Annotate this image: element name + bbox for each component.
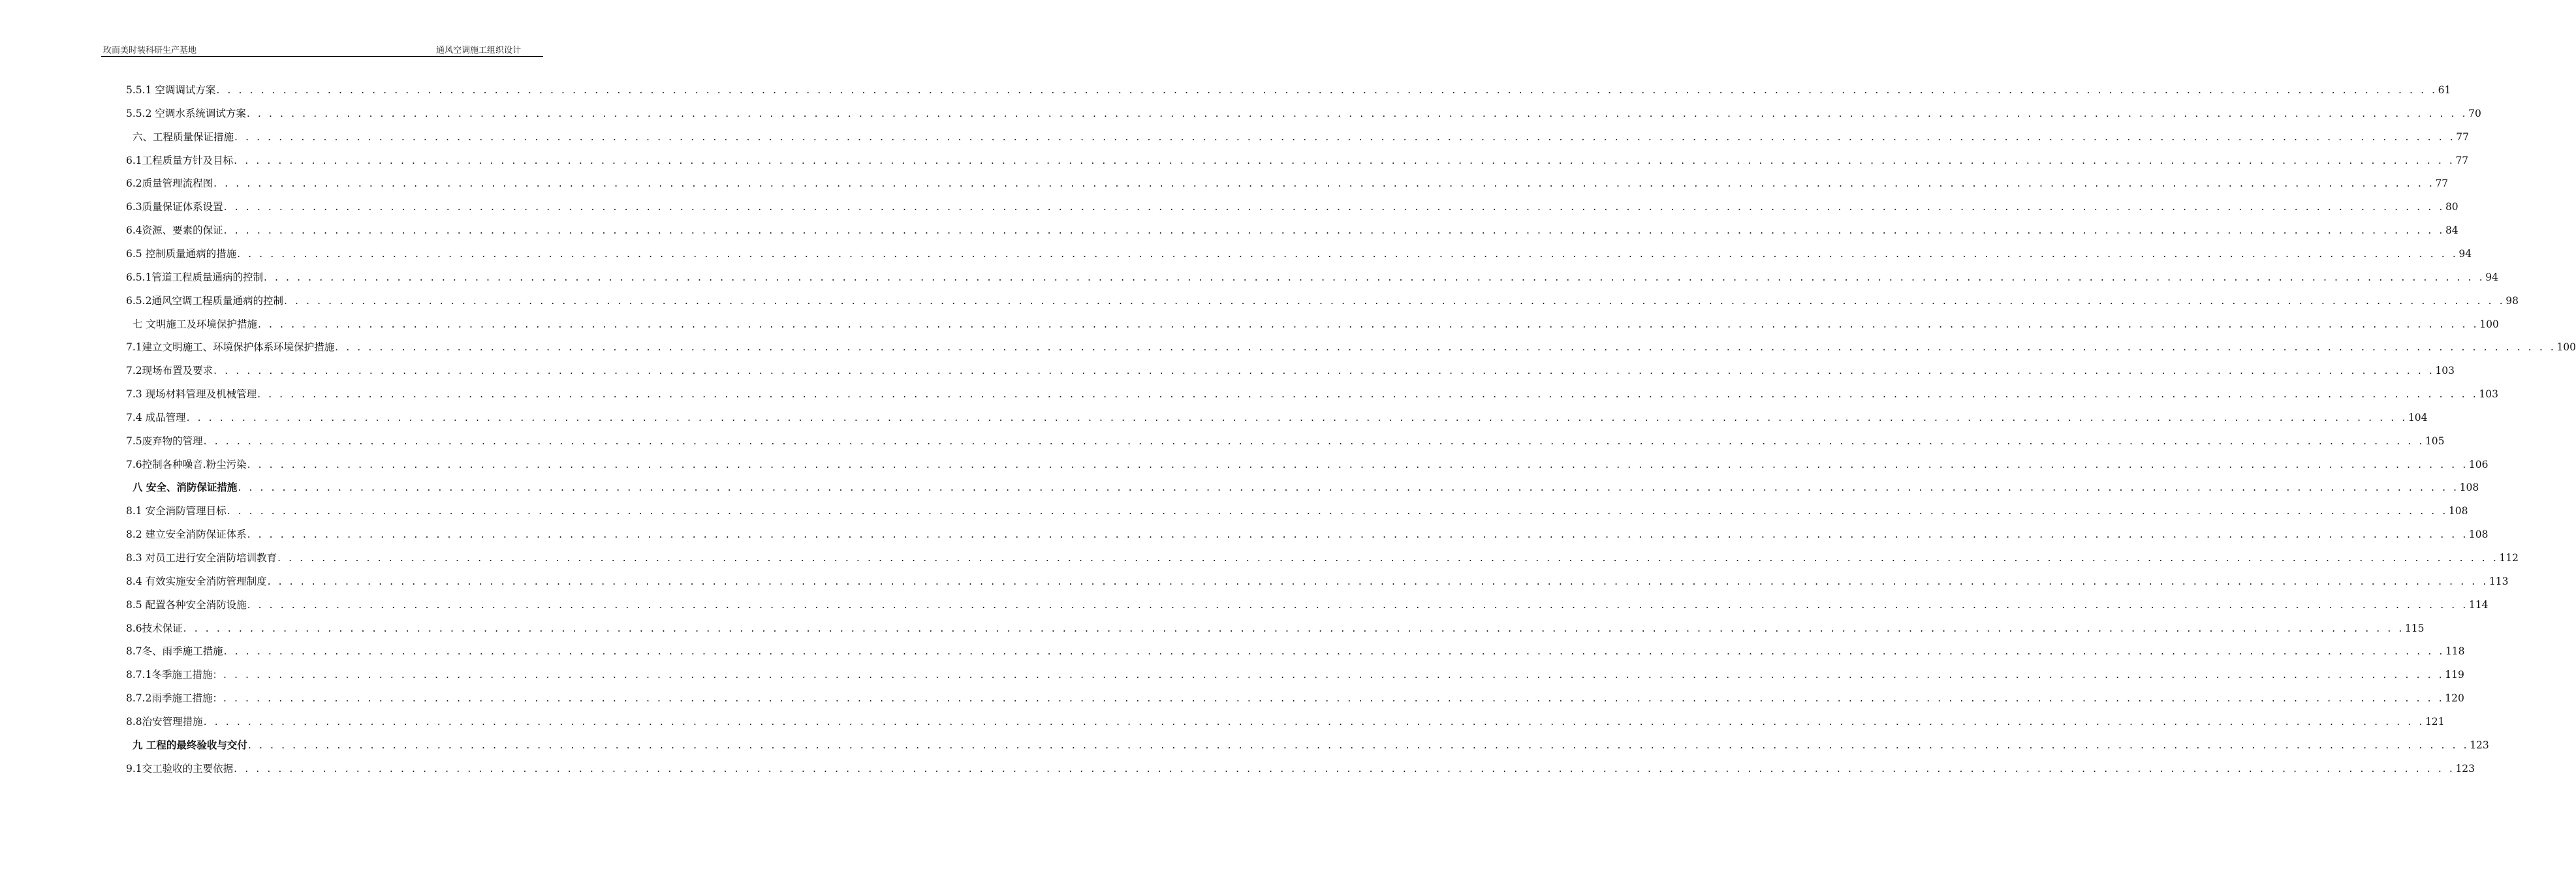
toc-page-number: 112 bbox=[2499, 552, 2519, 564]
toc-entry-label: 7.4 成品管理 bbox=[126, 411, 186, 423]
toc-entry-label: 6.1工程质量方针及目标 bbox=[126, 154, 234, 166]
toc-entry-label: 7.3 现场材料管理及机械管理 bbox=[126, 388, 257, 401]
toc-entry-label: 8.8治安管理措施 bbox=[126, 715, 203, 728]
toc-page-number: 108 bbox=[2459, 482, 2479, 494]
toc-entry[interactable] bbox=[126, 176, 2449, 191]
toc-entry-label: 8.7.2雨季施工措施： bbox=[126, 692, 223, 705]
toc-entry[interactable] bbox=[126, 433, 2445, 449]
header-document-title: 通风空调施工组织设计 bbox=[435, 46, 521, 55]
toc-page-number: 121 bbox=[2425, 715, 2445, 728]
toc-dot-leader: . . . . . . . . . . . . . . . . . . . . . . . . . . . . . . . . . . . . . . . . . . . . . . . . . . . . . . . . . . . . . . . . . . . . . . . . . . . . . . . . . . . . . . . . . . . . . . . . . . . . . . . . . . . . . . . . . . . . . . . . . . . . . . . . . . . . . . . . . . . . . . . . . . . . . . . . . . . . . . . . . . . . . . . . . . . . . . . . . . . . . . . . . . . . . . . . . . . . . . . . bbox=[203, 435, 2425, 447]
toc-dot-leader: . . . . . . . . . . . . . . . . . . . . . . . . . . . . . . . . . . . . . . . . . . . . . . . . . . . . . . . . . . . . . . . . . . . . . . . . . . . . . . . . . . . . . . . . . . . . . . . . . . . . . . . . . . . . . . . . . . . . . . . . . . . . . . . . . . . . . . . . . . . . . . . . . . . . . . . . . . . . . . . . . . . . . . . . . . . . . . . . . . . . . . . . . . . . . . . . . . . . . . . . bbox=[247, 739, 2470, 751]
toc-page-number: 98 bbox=[2505, 294, 2519, 307]
toc-page-number: 120 bbox=[2445, 692, 2464, 705]
toc-entry[interactable] bbox=[126, 574, 2509, 589]
toc-page-number: 94 bbox=[2485, 271, 2498, 283]
toc-page-number: 103 bbox=[2435, 365, 2455, 377]
toc-entry-label: 9.1交工验收的主要依据 bbox=[126, 762, 234, 775]
toc-dot-leader: . . . . . . . . . . . . . . . . . . . . . . . . . . . . . . . . . . . . . . . . . . . . . . . . . . . . . . . . . . . . . . . . . . . . . . . . . . . . . . . . . . . . . . . . . . . . . . . . . . . . . . . . . . . . . . . . . . . . . . . . . . . . . . . . . . . . . . . . . . . . . . . . . . . . . . . . . . . . . . . . . . . . . . . . . . . . . . . . . . . . . . . . . . . . . . . . . . . . . . . . bbox=[247, 458, 2468, 470]
toc-dot-leader: . . . . . . . . . . . . . . . . . . . . . . . . . . . . . . . . . . . . . . . . . . . . . . . . . . . . . . . . . . . . . . . . . . . . . . . . . . . . . . . . . . . . . . . . . . . . . . . . . . . . . . . . . . . . . . . . . . . . . . . . . . . . . . . . . . . . . . . . . . . . . . . . . . . . . . . . . . . . . . . . . . . . . . . . . . . . . . . . . . . . . . . . . . . . . . . . . . . . . . . . bbox=[238, 482, 2459, 494]
toc-entry-label: 8.4 有效实施安全消防管理制度 bbox=[126, 575, 267, 587]
toc-entry[interactable] bbox=[133, 480, 2479, 495]
toc-dot-leader: . . . . . . . . . . . . . . . . . . . . . . . . . . . . . . . . . . . . . . . . . . . . . . . . . . . . . . . . . . . . . . . . . . . . . . . . . . . . . . . . . . . . . . . . . . . . . . . . . . . . . . . . . . . . . . . . . . . . . . . . . . . . . . . . . . . . . . . . . . . . . . . . . . . . . . . . . . . . . . . . . . . . . . . . . . . . . . . . . . . . . . . . . . . . . . . . . . . . . . . . bbox=[237, 247, 2458, 260]
toc-page-number: 123 bbox=[2470, 739, 2489, 751]
toc-page-number: 106 bbox=[2468, 458, 2489, 470]
toc-entry[interactable] bbox=[126, 82, 2451, 98]
toc-page-number: 103 bbox=[2479, 388, 2498, 401]
toc-page-number: 77 bbox=[2456, 131, 2470, 143]
toc-dot-leader: . . . . . . . . . . . . . . . . . . . . . . . . . . . . . . . . . . . . . . . . . . . . . . . . . . . . . . . . . . . . . . . . . . . . . . . . . . . . . . . . . . . . . . . . . . . . . . . . . . . . . . . . . . . . . . . . . . . . . . . . . . . . . . . . . . . . . . . . . . . . . . . . . . . . . . . . . . . . . . . . . . . . . . . . . . . . . . . . . . . . . . . . . . . . . . . . . . . . . . . . bbox=[234, 762, 2455, 775]
toc-dot-leader: . . . . . . . . . . . . . . . . . . . . . . . . . . . . . . . . . . . . . . . . . . . . . . . . . . . . . . . . . . . . . . . . . . . . . . . . . . . . . . . . . . . . . . . . . . . . . . . . . . . . . . . . . . . . . . . . . . . . . . . . . . . . . . . . . . . . . . . . . . . . . . . . . . . . . . . . . . . . . . . . . . . . . . . . . . . . . . . . . . . . . . . . . . . . . . . . . . . . . . . . bbox=[277, 552, 2499, 564]
toc-entry-label: 6.3质量保证体系设置 bbox=[126, 201, 223, 213]
toc-entry[interactable] bbox=[126, 690, 2464, 706]
toc-entry[interactable] bbox=[126, 106, 2481, 121]
toc-dot-leader: . . . . . . . . . . . . . . . . . . . . . . . . . . . . . . . . . . . . . . . . . . . . . . . . . . . . . . . . . . . . . . . . . . . . . . . . . . . . . . . . . . . . . . . . . . . . . . . . . . . . . . . . . . . . . . . . . . . . . . . . . . . . . . . . . . . . . . . . . . . . . . . . . . . . . . . . . . . . . . . . . . . . . . . . . . . . . . . . . . . . . . . . . . . . . . . . . . . . . . . . bbox=[267, 575, 2489, 587]
toc-entry-label: 8.1 安全消防管理目标 bbox=[126, 505, 227, 517]
toc-entry-label: 6.5 控制质量通病的措施 bbox=[126, 247, 237, 260]
toc-entry[interactable] bbox=[126, 199, 2458, 215]
toc-page-number: 94 bbox=[2458, 247, 2472, 260]
toc-dot-leader: . . . . . . . . . . . . . . . . . . . . . . . . . . . . . . . . . . . . . . . . . . . . . . . . . . . . . . . . . . . . . . . . . . . . . . . . . . . . . . . . . . . . . . . . . . . . . . . . . . . . . . . . . . . . . . . . . . . . . . . . . . . . . . . . . . . . . . . . . . . . . . . . . . . . . . . . . . . . . . . . . . . . . . . . . . . . . . . . . . . . . . . . . . . . . . . . . . . . . . . . bbox=[263, 271, 2485, 283]
toc-entry-label: 6.5.2通风空调工程质量通病的控制 bbox=[126, 294, 283, 307]
toc-entry-label: 7.5废弃物的管理 bbox=[126, 435, 203, 447]
toc-dot-leader: . . . . . . . . . . . . . . . . . . . . . . . . . . . . . . . . . . . . . . . . . . . . . . . . . . . . . . . . . . . . . . . . . . . . . . . . . . . . . . . . . . . . . . . . . . . . . . . . . . . . . . . . . . . . . . . . . . . . . . . . . . . . . . . . . . . . . . . . . . . . . . . . . . . . . . . . . . . . . . . . . . . . . . . . . . . . . . . . . . . . . . . . . . . . . . . . . . . . . . . . bbox=[203, 715, 2425, 728]
toc-entry[interactable] bbox=[126, 269, 2498, 285]
toc-entry-label: 8.7冬、雨季施工措施 bbox=[126, 645, 223, 658]
toc-dot-leader: . . . . . . . . . . . . . . . . . . . . . . . . . . . . . . . . . . . . . . . . . . . . . . . . . . . . . . . . . . . . . . . . . . . . . . . . . . . . . . . . . . . . . . . . . . . . . . . . . . . . . . . . . . . . . . . . . . . . . . . . . . . . . . . . . . . . . . . . . . . . . . . . . . . . . . . . . . . . . . . . . . . . . . . . . . . . . . . . . . . . . . . . . . . . . . . . . . . . . . . . bbox=[283, 294, 2505, 307]
toc-entry-label: 6.2质量管理流程图 bbox=[126, 177, 213, 190]
toc-page-number: 119 bbox=[2445, 669, 2464, 681]
toc-page-number: 77 bbox=[2435, 177, 2449, 190]
toc-entry[interactable] bbox=[126, 386, 2498, 402]
toc-dot-leader: . . . . . . . . . . . . . . . . . . . . . . . . . . . . . . . . . . . . . . . . . . . . . . . . . . . . . . . . . . . . . . . . . . . . . . . . . . . . . . . . . . . . . . . . . . . . . . . . . . . . . . . . . . . . . . . . . . . . . . . . . . . . . . . . . . . . . . . . . . . . . . . . . . . . . . . . . . . . . . . . . . . . . . . . . . . . . . . . . . . . . . . . . . . . . . . . . . . . . . . . bbox=[213, 365, 2435, 377]
toc-entry-label: 七 文明施工及环境保护措施 bbox=[133, 318, 257, 330]
toc-entry[interactable] bbox=[126, 527, 2489, 542]
toc-page-number: 115 bbox=[2404, 622, 2425, 634]
toc-entry-label: 六、工程质量保证措施 bbox=[133, 131, 234, 143]
toc-entry-label: 5.5.1 空调调试方案 bbox=[126, 84, 216, 96]
toc-entry[interactable] bbox=[126, 597, 2489, 613]
toc-dot-leader: . . . . . . . . . . . . . . . . . . . . . . . . . . . . . . . . . . . . . . . . . . . . . . . . . . . . . . . . . . . . . . . . . . . . . . . . . . . . . . . . . . . . . . . . . . . . . . . . . . . . . . . . . . . . . . . . . . . . . . . . . . . . . . . . . . . . . . . . . . . . . . . . . . . . . . . . . . . . . . . . . . . . . . . . . . . . . . . . . . . . . . . . . . . . . . . . . . . . . . . . bbox=[246, 107, 2468, 119]
toc-page-number: 118 bbox=[2445, 645, 2465, 658]
toc-page-number: 100 bbox=[2479, 318, 2499, 330]
toc-dot-leader: . . . . . . . . . . . . . . . . . . . . . . . . . . . . . . . . . . . . . . . . . . . . . . . . . . . . . . . . . . . . . . . . . . . . . . . . . . . . . . . . . . . . . . . . . . . . . . . . . . . . . . . . . . . . . . . . . . . . . . . . . . . . . . . . . . . . . . . . . . . . . . . . . . . . . . . . . . . . . . . . . . . . . . . . . . . . . . . . . . . . . . . . . . . . . . . . . . . . . . . . bbox=[234, 131, 2456, 143]
toc-page-number: 61 bbox=[2438, 84, 2451, 96]
toc-entry-label: 8.7.1冬季施工措施： bbox=[126, 669, 223, 681]
header-document-org: 玫而美时装科研生产基地 bbox=[103, 46, 197, 55]
toc-page-number: 123 bbox=[2455, 762, 2475, 775]
toc-page-number: 84 bbox=[2445, 224, 2458, 237]
toc-page-number: 108 bbox=[2448, 505, 2468, 517]
toc-entry[interactable] bbox=[126, 457, 2489, 472]
toc-dot-leader: . . . . . . . . . . . . . . . . . . . . . . . . . . . . . . . . . . . . . . . . . . . . . . . . . . . . . . . . . . . . . . . . . . . . . . . . . . . . . . . . . . . . . . . . . . . . . . . . . . . . . . . . . . . . . . . . . . . . . . . . . . . . . . . . . . . . . . . . . . . . . . . . . . . . . . . . . . . . . . . . . . . . . . . . . . . . . . . . . . . . . . . . . . . . . . . . . . . . . . . . bbox=[227, 505, 2448, 517]
toc-dot-leader: . . . . . . . . . . . . . . . . . . . . . . . . . . . . . . . . . . . . . . . . . . . . . . . . . . . . . . . . . . . . . . . . . . . . . . . . . . . . . . . . . . . . . . . . . . . . . . . . . . . . . . . . . . . . . . . . . . . . . . . . . . . . . . . . . . . . . . . . . . . . . . . . . . . . . . . . . . . . . . . . . . . . . . . . . . . . . . . . . . . . . . . . . . . . . . . . . . . . . . . . bbox=[257, 388, 2479, 401]
toc-entry-label: 8.3 对员工进行安全消防培训教育 bbox=[126, 552, 277, 564]
toc-dot-leader: . . . . . . . . . . . . . . . . . . . . . . . . . . . . . . . . . . . . . . . . . . . . . . . . . . . . . . . . . . . . . . . . . . . . . . . . . . . . . . . . . . . . . . . . . . . . . . . . . . . . . . . . . . . . . . . . . . . . . . . . . . . . . . . . . . . . . . . . . . . . . . . . . . . . . . . . . . . . . . . . . . . . . . . . . . . . . . . . . . . . . . . . . . . . . . . . . . . . . . . . bbox=[223, 692, 2445, 705]
toc-entry[interactable] bbox=[126, 410, 2428, 425]
toc-entry[interactable] bbox=[126, 550, 2519, 566]
toc-dot-leader: . . . . . . . . . . . . . . . . . . . . . . . . . . . . . . . . . . . . . . . . . . . . . . . . . . . . . . . . . . . . . . . . . . . . . . . . . . . . . . . . . . . . . . . . . . . . . . . . . . . . . . . . . . . . . . . . . . . . . . . . . . . . . . . . . . . . . . . . . . . . . . . . . . . . . . . . . . . . . . . . . . . . . . . . . . . . . . . . . . . . . . . . . . . . . . . . . . . . . . . . bbox=[223, 669, 2445, 681]
toc-page-number: 70 bbox=[2468, 107, 2481, 119]
toc-entry-label: 5.5.2 空调水系统调试方案 bbox=[126, 107, 246, 119]
toc-entry[interactable] bbox=[126, 667, 2464, 683]
toc-dot-leader: . . . . . . . . . . . . . . . . . . . . . . . . . . . . . . . . . . . . . . . . . . . . . . . . . . . . . . . . . . . . . . . . . . . . . . . . . . . . . . . . . . . . . . . . . . . . . . . . . . . . . . . . . . . . . . . . . . . . . . . . . . . . . . . . . . . . . . . . . . . . . . . . . . . . . . . . . . . . . . . . . . . . . . . . . . . . . . . . . . . . . . . . . . . . . . . . . . . . . . . . bbox=[186, 411, 2408, 423]
toc-dot-leader: . . . . . . . . . . . . . . . . . . . . . . . . . . . . . . . . . . . . . . . . . . . . . . . . . . . . . . . . . . . . . . . . . . . . . . . . . . . . . . . . . . . . . . . . . . . . . . . . . . . . . . . . . . . . . . . . . . . . . . . . . . . . . . . . . . . . . . . . . . . . . . . . . . . . . . . . . . . . . . . . . . . . . . . . . . . . . . . . . . . . . . . . . . . . . . . . . . . . . . . . bbox=[234, 154, 2455, 166]
toc-dot-leader: . . . . . . . . . . . . . . . . . . . . . . . . . . . . . . . . . . . . . . . . . . . . . . . . . . . . . . . . . . . . . . . . . . . . . . . . . . . . . . . . . . . . . . . . . . . . . . . . . . . . . . . . . . . . . . . . . . . . . . . . . . . . . . . . . . . . . . . . . . . . . . . . . . . . . . . . . . . . . . . . . . . . . . . . . . . . . . . . . . . . . . . . . . . . . . . . . . . . . . . . bbox=[223, 224, 2445, 237]
toc-entry[interactable] bbox=[126, 714, 2445, 730]
toc-entry[interactable] bbox=[126, 503, 2468, 519]
toc-dot-leader: . . . . . . . . . . . . . . . . . . . . . . . . . . . . . . . . . . . . . . . . . . . . . . . . . . . . . . . . . . . . . . . . . . . . . . . . . . . . . . . . . . . . . . . . . . . . . . . . . . . . . . . . . . . . . . . . . . . . . . . . . . . . . . . . . . . . . . . . . . . . . . . . . . . . . . . . . . . . . . . . . . . . . . . . . . . . . . . . . . . . . . . . . . . . . . . . . . . . . . . . bbox=[223, 201, 2445, 213]
toc-entry[interactable] bbox=[126, 761, 2475, 777]
toc-entry-label: 6.5.1管道工程质量通病的控制 bbox=[126, 271, 263, 283]
toc-dot-leader: . . . . . . . . . . . . . . . . . . . . . . . . . . . . . . . . . . . . . . . . . . . . . . . . . . . . . . . . . . . . . . . . . . . . . . . . . . . . . . . . . . . . . . . . . . . . . . . . . . . . . . . . . . . . . . . . . . . . . . . . . . . . . . . . . . . . . . . . . . . . . . . . . . . . . . . . . . . . . . . . . . . . . . . . . . . . . . . . . . . . . . . . . . . . . . . . . . . . . . . . bbox=[335, 341, 2556, 354]
toc-entry-label: 7.2现场布置及要求 bbox=[126, 365, 213, 377]
toc-entry[interactable] bbox=[126, 621, 2425, 636]
toc-entry[interactable] bbox=[133, 737, 2489, 753]
toc-dot-leader: . . . . . . . . . . . . . . . . . . . . . . . . . . . . . . . . . . . . . . . . . . . . . . . . . . . . . . . . . . . . . . . . . . . . . . . . . . . . . . . . . . . . . . . . . . . . . . . . . . . . . . . . . . . . . . . . . . . . . . . . . . . . . . . . . . . . . . . . . . . . . . . . . . . . . . . . . . . . . . . . . . . . . . . . . . . . . . . . . . . . . . . . . . . . . . . . . . . . . . . . bbox=[247, 529, 2468, 541]
toc-page-number: 77 bbox=[2455, 154, 2469, 166]
toc-page-number: 113 bbox=[2489, 575, 2509, 587]
toc-page-number: 100 bbox=[2556, 341, 2576, 354]
toc-entry[interactable] bbox=[133, 129, 2470, 145]
toc-entry-label: 8.5 配置各种安全消防设施 bbox=[126, 598, 247, 611]
toc-entry[interactable] bbox=[126, 643, 2465, 659]
toc-entry[interactable] bbox=[126, 223, 2458, 238]
toc-entry-label: 8.2 建立安全消防保证体系 bbox=[126, 529, 247, 541]
toc-page-number: 80 bbox=[2445, 201, 2458, 213]
toc-dot-leader: . . . . . . . . . . . . . . . . . . . . . . . . . . . . . . . . . . . . . . . . . . . . . . . . . . . . . . . . . . . . . . . . . . . . . . . . . . . . . . . . . . . . . . . . . . . . . . . . . . . . . . . . . . . . . . . . . . . . . . . . . . . . . . . . . . . . . . . . . . . . . . . . . . . . . . . . . . . . . . . . . . . . . . . . . . . . . . . . . . . . . . . . . . . . . . . . . . . . . . . . bbox=[223, 645, 2445, 658]
toc-dot-leader: . . . . . . . . . . . . . . . . . . . . . . . . . . . . . . . . . . . . . . . . . . . . . . . . . . . . . . . . . . . . . . . . . . . . . . . . . . . . . . . . . . . . . . . . . . . . . . . . . . . . . . . . . . . . . . . . . . . . . . . . . . . . . . . . . . . . . . . . . . . . . . . . . . . . . . . . . . . . . . . . . . . . . . . . . . . . . . . . . . . . . . . . . . . . . . . . . . . . . . . . bbox=[257, 318, 2479, 330]
toc-page-number: 105 bbox=[2425, 435, 2445, 447]
toc-entry[interactable] bbox=[126, 246, 2472, 262]
toc-dot-leader: . . . . . . . . . . . . . . . . . . . . . . . . . . . . . . . . . . . . . . . . . . . . . . . . . . . . . . . . . . . . . . . . . . . . . . . . . . . . . . . . . . . . . . . . . . . . . . . . . . . . . . . . . . . . . . . . . . . . . . . . . . . . . . . . . . . . . . . . . . . . . . . . . . . . . . . . . . . . . . . . . . . . . . . . . . . . . . . . . . . . . . . . . . . . . . . . . . . . . . . . bbox=[247, 598, 2468, 611]
toc-entry[interactable] bbox=[126, 339, 2576, 355]
toc-entry[interactable] bbox=[126, 153, 2469, 168]
toc-entry-label: 8.6技术保证 bbox=[126, 622, 183, 634]
toc-page-number: 114 bbox=[2468, 598, 2489, 611]
toc-entry-label: 7.1建立文明施工、环境保护体系环境保护措施 bbox=[126, 341, 335, 354]
toc-dot-leader: . . . . . . . . . . . . . . . . . . . . . . . . . . . . . . . . . . . . . . . . . . . . . . . . . . . . . . . . . . . . . . . . . . . . . . . . . . . . . . . . . . . . . . . . . . . . . . . . . . . . . . . . . . . . . . . . . . . . . . . . . . . . . . . . . . . . . . . . . . . . . . . . . . . . . . . . . . . . . . . . . . . . . . . . . . . . . . . . . . . . . . . . . . . . . . . . . . . . . . . . bbox=[213, 177, 2435, 190]
toc-page-number: 108 bbox=[2468, 529, 2489, 541]
toc-entry-label: 6.4资源、要素的保证 bbox=[126, 224, 223, 237]
toc-entry[interactable] bbox=[126, 293, 2519, 309]
toc-dot-leader: . . . . . . . . . . . . . . . . . . . . . . . . . . . . . . . . . . . . . . . . . . . . . . . . . . . . . . . . . . . . . . . . . . . . . . . . . . . . . . . . . . . . . . . . . . . . . . . . . . . . . . . . . . . . . . . . . . . . . . . . . . . . . . . . . . . . . . . . . . . . . . . . . . . . . . . . . . . . . . . . . . . . . . . . . . . . . . . . . . . . . . . . . . . . . . . . . . . . . . . . bbox=[216, 84, 2438, 96]
toc-entry-label: 八 安全、消防保证措施 bbox=[133, 482, 238, 494]
toc-entry[interactable] bbox=[126, 363, 2455, 378]
toc-entry[interactable] bbox=[133, 316, 2499, 332]
toc-page-number: 104 bbox=[2408, 411, 2428, 423]
toc-dot-leader: . . . . . . . . . . . . . . . . . . . . . . . . . . . . . . . . . . . . . . . . . . . . . . . . . . . . . . . . . . . . . . . . . . . . . . . . . . . . . . . . . . . . . . . . . . . . . . . . . . . . . . . . . . . . . . . . . . . . . . . . . . . . . . . . . . . . . . . . . . . . . . . . . . . . . . . . . . . . . . . . . . . . . . . . . . . . . . . . . . . . . . . . . . . . . . . . . . . . . . . . bbox=[183, 622, 2404, 634]
toc-entry-label: 7.6控制各种噪音.粉尘污染 bbox=[126, 458, 247, 470]
toc-entry-label: 九 工程的最终验收与交付 bbox=[133, 739, 247, 751]
